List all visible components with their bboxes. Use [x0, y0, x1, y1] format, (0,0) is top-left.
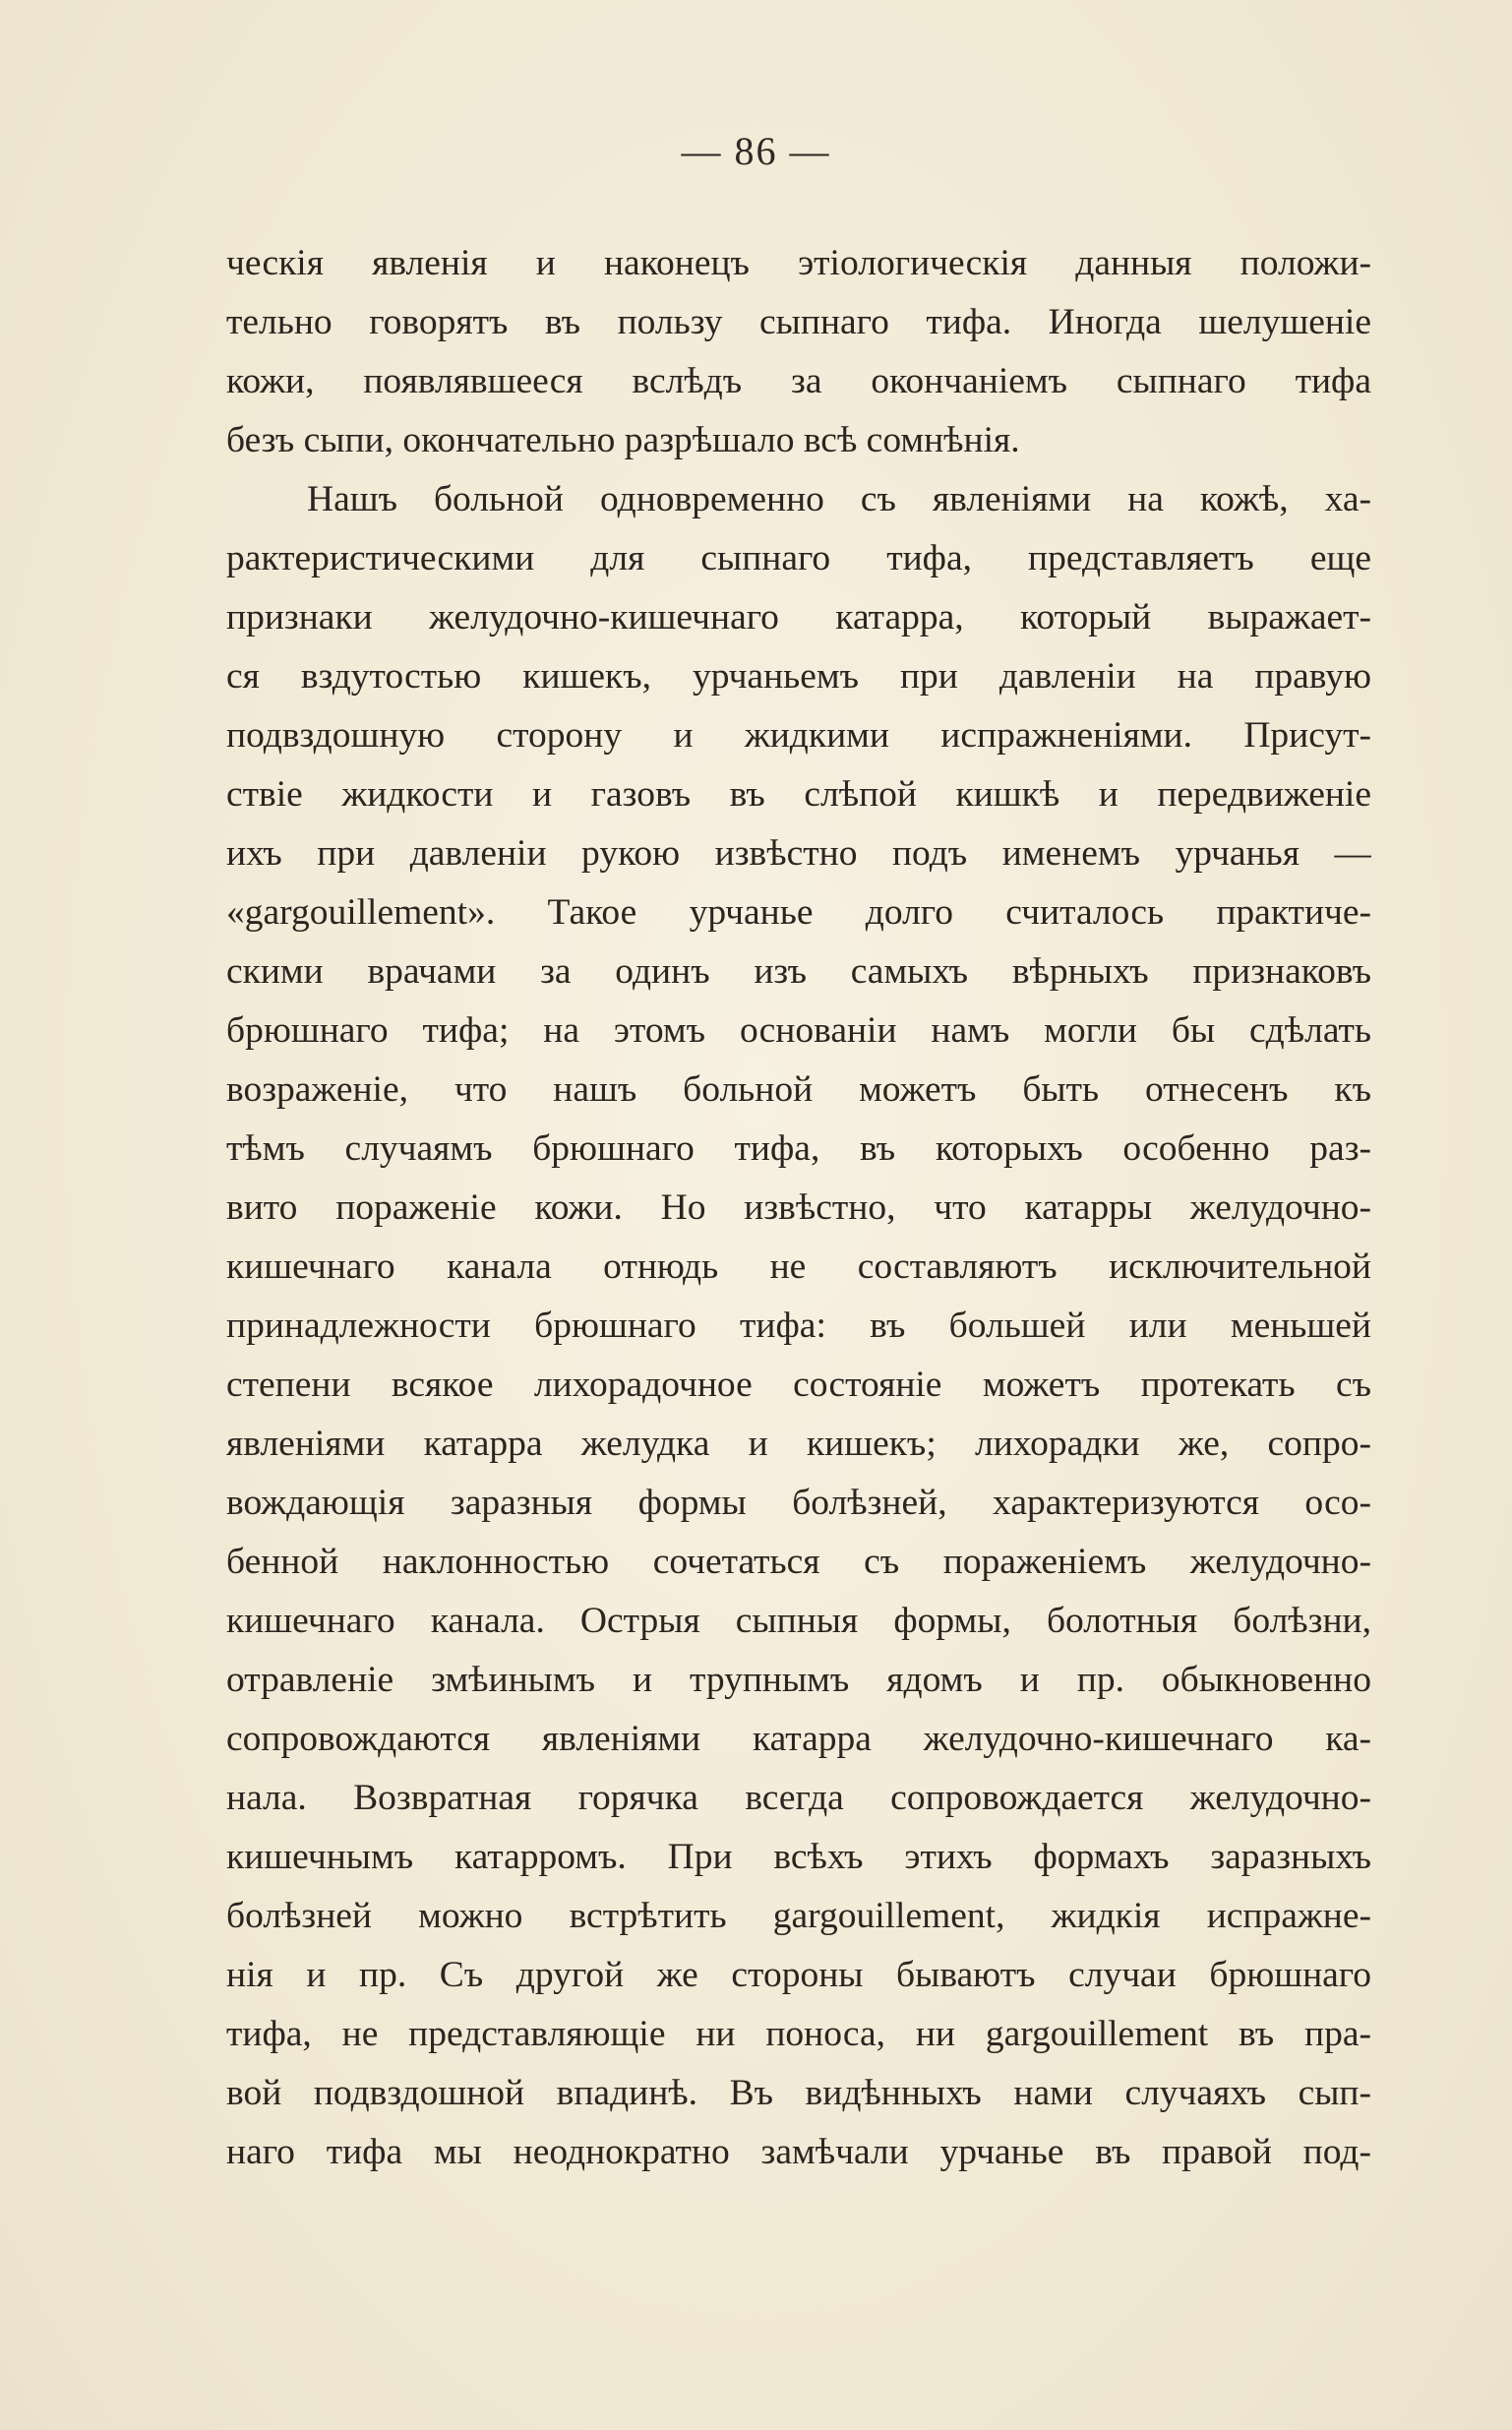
text-line: степени всякое лихорадочное состояніе можетъ протекать съ [226, 1365, 1371, 1405]
text-line: тѣмъ случаямъ брюшнаго тифа, въ которыхъ особенно раз- [226, 1128, 1371, 1169]
text-line: явленіями катарра желудка и кишекъ; лихорадки же, сопро- [226, 1424, 1371, 1464]
text-line: подвздошную сторону и жидкими испражненіями. Присут- [226, 715, 1371, 756]
text-line: вито пораженіе кожи. Но извѣстно, что катарры желудочно- [226, 1187, 1371, 1228]
text-line: тифа, не представляющіе ни поноса, ни gargouillement въ пра- [226, 2014, 1371, 2054]
text-line: кожи, появлявшееся вслѣдъ за окончаніемъ сыпнаго тифа [226, 361, 1371, 401]
text-line: вой подвздошной впадинѣ. Въ видѣнныхъ нами случаяхъ сып- [226, 2073, 1371, 2113]
text-line: кишечнаго канала. Острыя сыпныя формы, болотныя болѣзни, [226, 1601, 1371, 1641]
text-line: нія и пр. Съ другой же стороны бываютъ случаи брюшнаго [226, 1955, 1371, 1995]
text-line: болѣзней можно встрѣтить gargouillement, жидкія испражне- [226, 1896, 1371, 1936]
text-line: нала. Возвратная горячка всегда сопровождается желудочно- [226, 1778, 1371, 1818]
text-line: сопровождаются явленіями катарра желудочно-кишечнаго ка- [226, 1719, 1371, 1759]
text-line: кишечнаго канала отнюдь не составляютъ исключительной [226, 1246, 1371, 1287]
text-line: ся вздутостью кишекъ, урчаньемъ при давленіи на правую [226, 656, 1371, 697]
text-line: «gargouillement». Такое урчанье долго считалось практиче- [226, 892, 1371, 933]
text-line: безъ сыпи, окончательно разрѣшало всѣ сомнѣнія. [226, 420, 1020, 460]
text-line: ихъ при давленіи рукою извѣстно подъ именемъ урчанья — [226, 833, 1371, 874]
text-line: тельно говорятъ въ пользу сыпнаго тифа. Иногда шелушеніе [226, 302, 1371, 342]
body-text [226, 234, 1371, 2182]
text-line: признаки желудочно-кишечнаго катарра, который выражает- [226, 597, 1371, 638]
text-line: кишечнымъ катарромъ. При всѣхъ этихъ формахъ заразныхъ [226, 1837, 1371, 1877]
text-line: принадлежности брюшнаго тифа: въ большей или меньшей [226, 1306, 1371, 1346]
paragraph-start-line: Нашъ больной одновременно съ явленіями на кожѣ, ха- [307, 479, 1371, 519]
text-line: рактеристическими для сыпнаго тифа, представляетъ еще [226, 538, 1371, 578]
text-line: брюшнаго тифа; на этомъ основаніи намъ могли бы сдѣлать [226, 1010, 1371, 1051]
text-line: бенной наклонностью сочетаться съ пораженіемъ желудочно- [226, 1542, 1371, 1582]
text-line: возраженіе, что нашъ больной можетъ быть отнесенъ къ [226, 1069, 1371, 1110]
text-line: ствіе жидкости и газовъ въ слѣпой кишкѣ и передвиженіе [226, 774, 1371, 815]
text-line: вождающія заразныя формы болѣзней, характеризуются осо- [226, 1483, 1371, 1523]
page-number: — 86 — [681, 129, 831, 173]
text-line: скими врачами за одинъ изъ самыхъ вѣрныхъ признаковъ [226, 951, 1371, 992]
text-line: наго тифа мы неоднократно замѣчали урчанье въ правой под- [226, 2132, 1371, 2172]
text-line: отравленіе змѣинымъ и трупнымъ ядомъ и пр. обыкновенно [226, 1660, 1371, 1700]
text-line: ческія явленія и наконецъ этіологическія данныя положи- [226, 243, 1371, 283]
